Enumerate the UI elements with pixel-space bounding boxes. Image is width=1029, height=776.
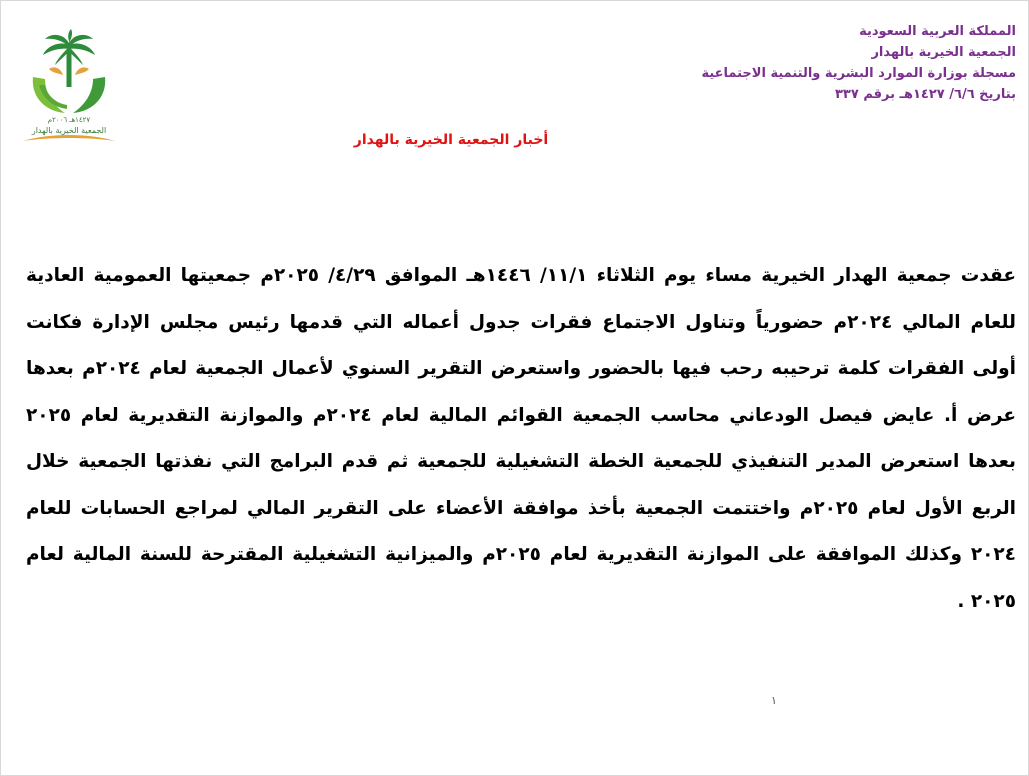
news-title: أخبار الجمعية الخيرية بالهدار	[353, 132, 549, 148]
svg-text:١٤٢٧هـ ٢٠٠٦م: ١٤٢٧هـ ٢٠٠٦م	[47, 116, 91, 124]
palm-tree-hands-logo-icon	[19, 29, 119, 147]
header-org-name: الجمعية الخيرية بالهدار	[871, 45, 1016, 60]
header-registration-date: بتاريخ ٦/٦/ ١٤٢٧هـ برقم ٣٣٧	[835, 87, 1016, 102]
organization-logo	[19, 29, 119, 147]
organization-header	[456, 21, 1016, 105]
news-body-paragraph: عقدت جمعية الهدار الخيرية مساء يوم الثلاثاء ١١/١/ ١٤٤٦هـ الموافق ٤/٢٩/ ٢٠٢٥م جمعيتها العمومية العادية للعام المالي ٢٠٢٤م حضورياً وتناول الاجتماع فقرات جدول أعماله التي قدمها رئيس مجلس الإدارة فكانت أولى الفقرات كلمة ترحيبه رحب فيها بالحضور واستعرض التقرير السنوي لأعمال الجمعية لعام ٢٠٢٤م بعدها عرض أ. عايض فيصل الودعاني محاسب الجمعية القوائم المالية لعام ٢٠٢٤م والموازنة التقديرية لعام ٢٠٢٥ بعدها استعرض المدير التنفيذي للجمعية الخطة التشغيلية للجمعية ثم قدم البرامج التي نفذتها الجمعية خلال الربع الأول لعام ٢٠٢٥م واختتمت الجمعية بأخذ موافقة الأعضاء على التقرير المالي لمراجع الحسابات للعام ٢٠٢٤ وكذلك الموافقة على الموازنة التقديرية لعام ٢٠٢٥م والميزانية التشغيلية المقترحة للسنة المالية لعام ٢٠٢٥ .	[26, 265, 1017, 612]
page-number: ١	[771, 694, 777, 707]
header-registration: مسجلة بوزارة الموارد البشرية والتنمية الاجتماعية	[701, 66, 1016, 81]
header-country: المملكة العربية السعودية	[859, 24, 1016, 39]
svg-text:الجمعية الخيرية بالهدار: الجمعية الخيرية بالهدار	[31, 126, 107, 135]
